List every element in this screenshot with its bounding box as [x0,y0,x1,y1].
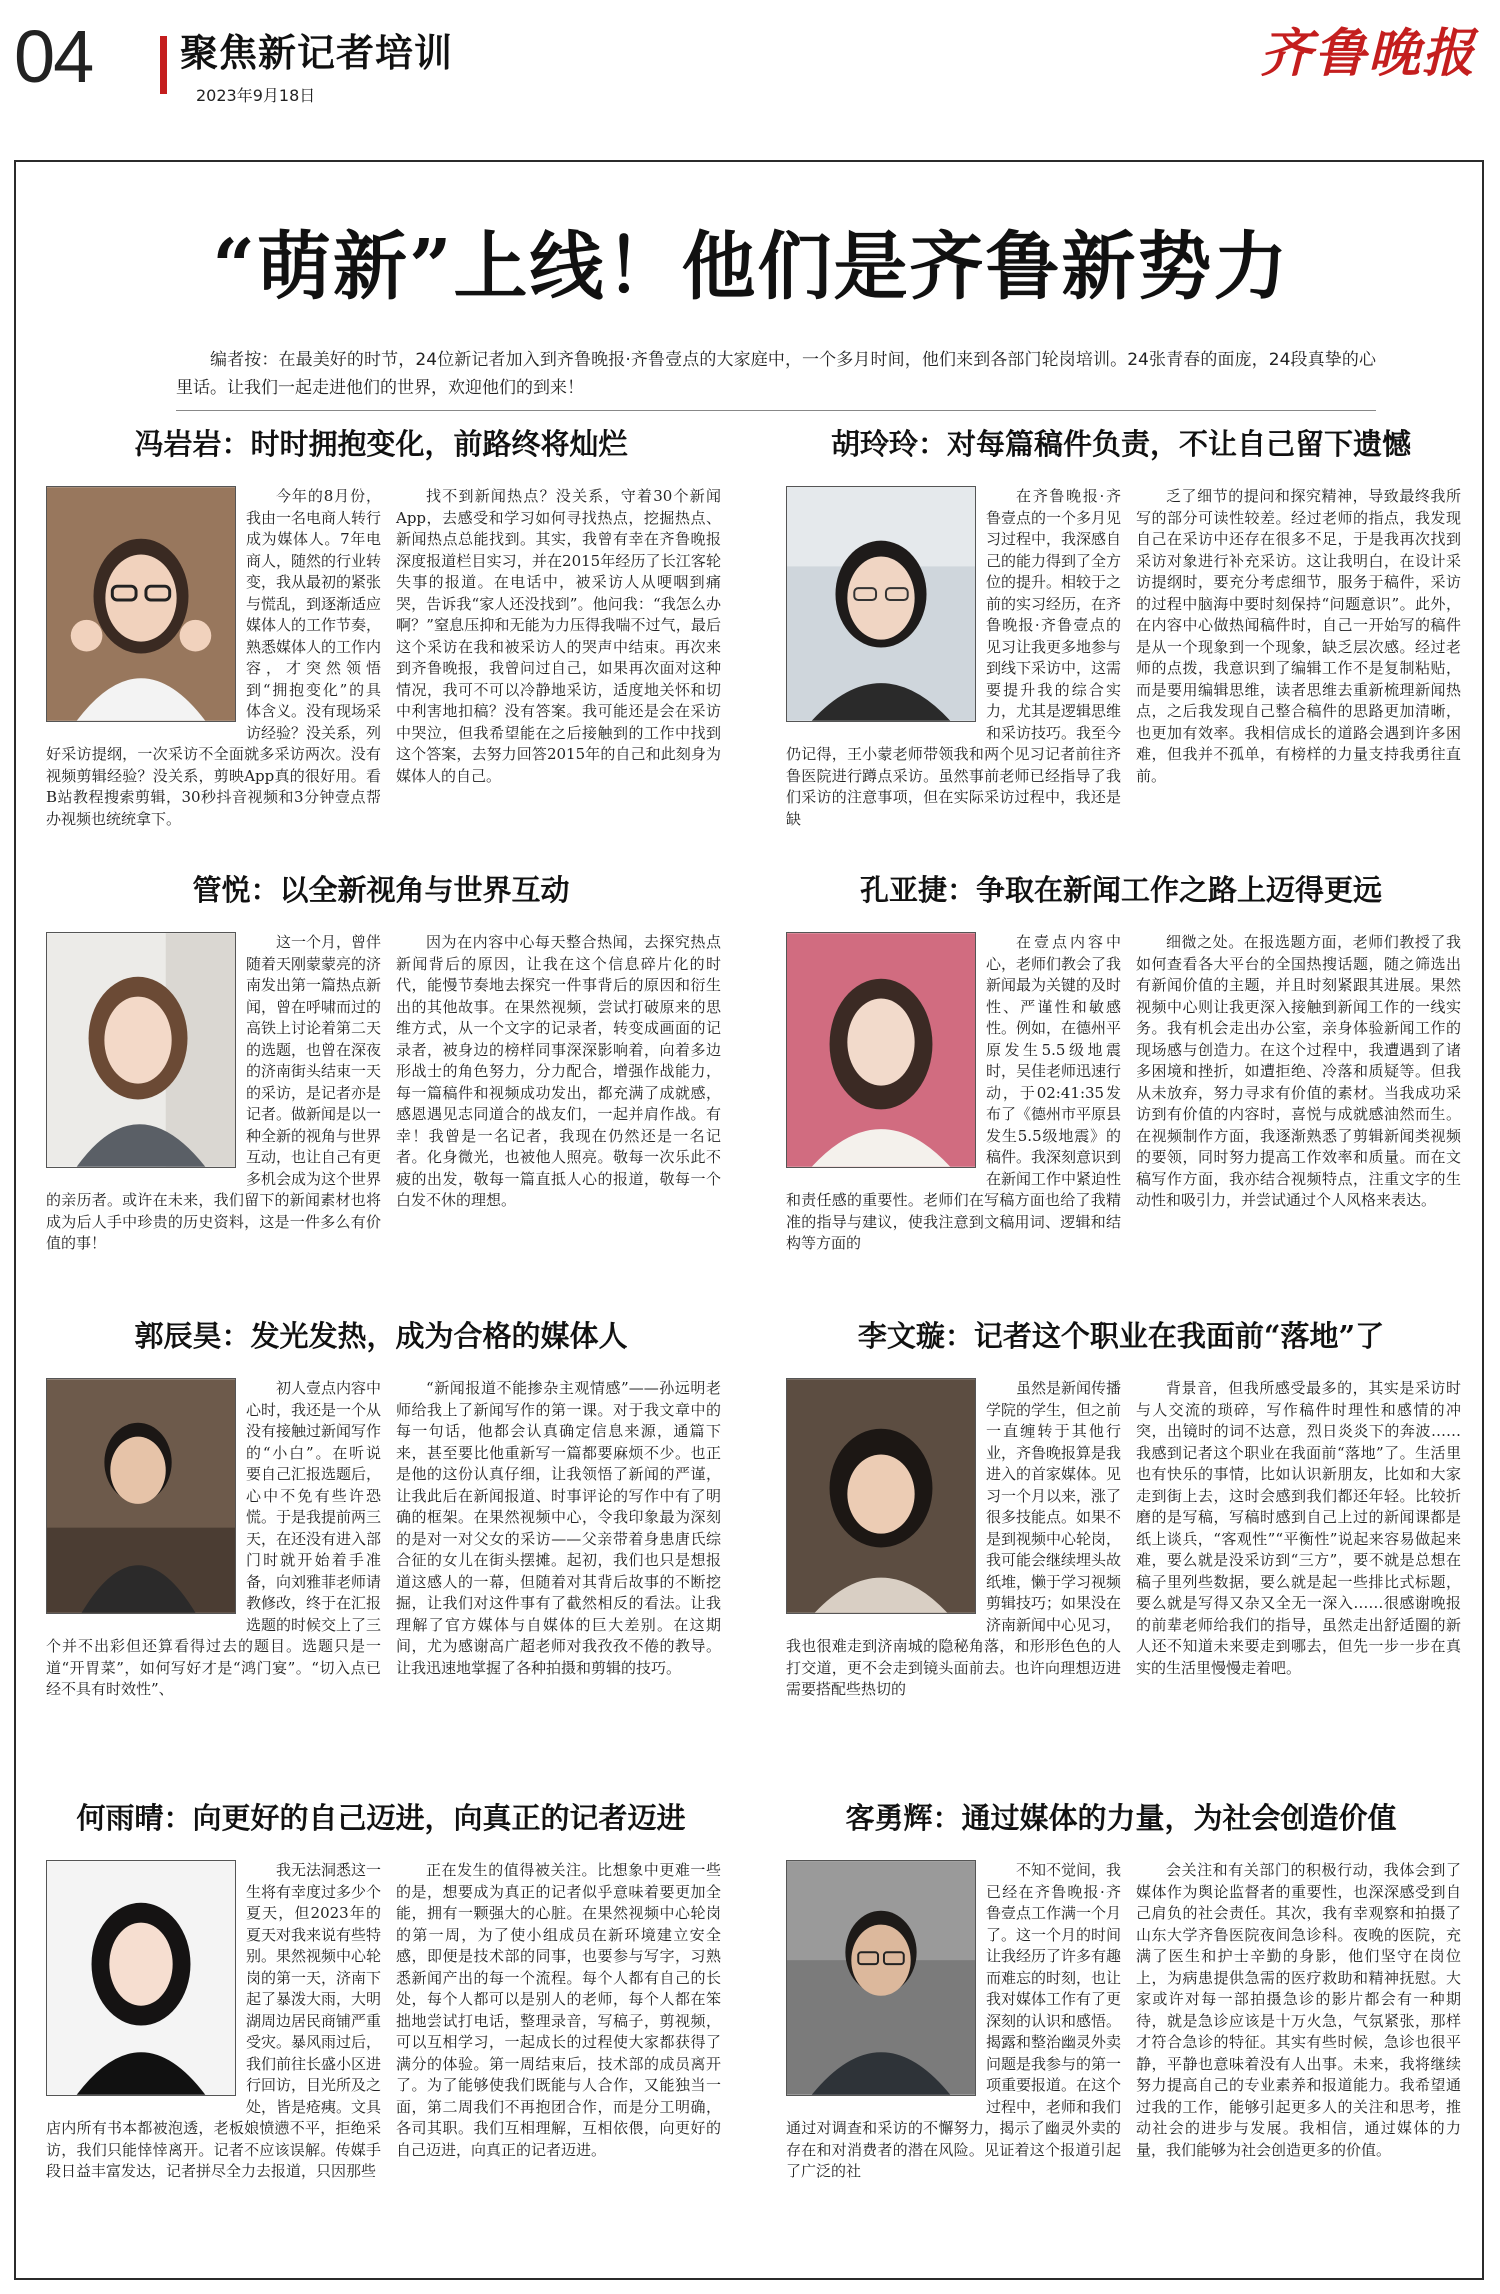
article-kong-yajie [776,870,1466,1290]
page-number: 04 [14,15,93,98]
article-column-right [396,1860,721,2161]
paper-logo: 齐鲁晚报 [1259,23,1476,84]
article-text: 因为在内容中心每天整合热闻，去探究热点新闻背后的原因，让我在这个信息碎片化的时代，能慢节奏地去探究一件事背后的原因和衍生出的其他故事。在果然视频，尝试打破原来的思维方式，从一个文字的记录者，转变成画面的记录者，被身边的榜样同事深深影响着，向着多边形战士的角色努力，分力配合，增强作战能力，每一篇稿件和视频成功发出，都充满了成就感，感恩遇见志同道合的战友们，一起并肩作战。有幸！我曾是一名记者，我现在仍然还是一名记者。化身微光，也被他人照亮。敬每一次乐此不疲的出发，敬每一篇直抵人心的报道，敬每一个白发不休的理想。 [396,933,721,1209]
headline: “萌新”上线！他们是齐鲁新势力 [212,224,1290,310]
article-column-right [396,932,721,1212]
article-text: 找不到新闻热点？没关系，守着30个新闻App，去感受和学习如何寻找热点，挖掘热点、新闻热点总能找到。其实，我曾有幸在齐鲁晚报深度报道栏目实习，并在2015年经历了长江客轮失事的报道。在电话中，被采访人从哽咽到痛哭，告诉我“家人还没找到”。他问我：“我怎么办啊？”窒息压抑和无能为力压得我喘不过气，最后这个采访在我和被采访人的哭声中结束。再次来到齐鲁晚报，我曾问过自己，如果再次面对这种情况，我可不可以冷静地采访，适度地关怀和切中利害地扣稿？没有答案。我可能还是会在采访中哭泣，但我希望能在之后接触到的工作中找到这个答案，去努力回答2015年的自己和此刻身为媒体人的自己。 [396,487,721,785]
masthead-accent-bar [160,36,167,94]
article-column-left [786,486,1121,830]
article-column-left [46,1860,381,2183]
article-title: 冯岩岩：时时拥抱变化，前路终将灿烂 [134,427,628,461]
article-column-left [46,486,381,830]
article-guo-chenhao [36,1316,726,1756]
article-text: 会关注和有关部门的积极行动，我体会到了媒体作为舆论监督者的重要性，也深深感受到自己肩负的社会责任。其次，我有幸观察和拍摄了山东大学齐鲁医院夜间急诊科。夜晚的医院，充满了医生和护士辛勤的身影，他们坚守在岗位上，为病患提供急需的医疗救助和精神抚慰。大家或许对每一部拍摄急诊的影片都会有一种期待，就是急诊应该是十万火急，气氛紧张，那样才符合急诊的特征。其实有些时候，急诊也很平静，平静也意味着没有人出事。未来，我将继续努力提高自己的专业素养和报道能力。我希望通过我的工作，能够引起更多人的关注和思考，推动社会的进步与发展。我相信，通过媒体的力量，我们能够为社会创造更多的价值。 [1136,1861,1461,2159]
article-text: 正在发生的值得被关注。比想象中更难一些的是，想要成为真正的记者似乎意味着要更加全能，拥有一颗强大的心脏。在果然视频中心轮岗的第一周，为了使小组成员在新环境建立安全感，即便是技术部的同事，也要参与写字，习熟悉新闻产出的每一个流程。每个人都有自己的长处，每个人都可以是别人的老师，每个人都在笨拙地尝试打电话，整理录音，写稿子，剪视频，可以互相学习，一起成长的过程使大家都获得了满分的体验。第一周结束后，技术部的成员离开了。为了能够使我们既能与人合作，又能独当一面，第二周我们不再抱团合作，而是分工明确，各司其职。我们互相理解，互相依偎，向更好的自己迈进，向真正的记者迈进。 [396,1861,721,2159]
article-title: 胡玲玲：对每篇稿件负责，不让自己留下遗憾 [830,427,1411,461]
editor-note: 编者按：在最美好的时节，24位新记者加入到齐鲁晚报·齐鲁壹点的大家庭中，一个多月时间，他们来到各部门轮岗培训。24张青春的面庞，24段真挚的心里话。让我们一起走进他们的世界，欢迎他们的到来！ [176,350,1376,398]
article-text: 我无法洞悉这一生将有幸度过多少个夏天，但2023年的夏天对我来说有些特别。果然视频中心轮岗的第一天，济南下起了暴泼大雨，大明湖周边居民商铺严重受灾。暴风雨过后，我们前往长盛小区进行回访，目光所及之处，皆是疮痍。文具店内所有书本都被泡透，老板娘愤懑不平，拒绝采访，我们只能悻悻离开。记者不应该误解。传媒手段日益丰富发达，记者拼尽全力去报道，只因那些 [46,1861,382,2180]
issue-date: 2023年9月18日 [196,86,316,105]
article-column-left [786,1860,1121,2183]
article-column-right [396,1378,721,1679]
article-column-right [1136,486,1461,787]
article-column-left [786,932,1121,1255]
article-column-left [786,1378,1121,1701]
article-guan-yue [36,870,726,1290]
article-column-right [1136,1378,1461,1679]
article-text: 这一个月，曾伴随着天刚蒙蒙亮的济南发出第一篇热点新闻，曾在呼啸而过的高铁上讨论着第二天的选题，也曾在深夜的济南街头结束一天的采访，是记者亦是记者。做新闻是以一种全新的视角与世界互动，也让自己有更多机会成为这个世界的亲历者。或许在未来，我们留下的新闻素材也将成为后人手中珍贵的历史资料，这是一件多么有价值的事！ [46,933,382,1252]
article-text: 初人壹点内容中心时，我还是一个从没有接触过新闻写作的“小白”。在听说要自己汇报选题后，心中不免有些许恐慌。于是我提前两三天，在还没有进入部门时就开始着手准备，向刘雅菲老师请教修改，终于在汇报选题的时候交上了三个并不出彩但还算看得过去的题目。选题只是一道“开胃菜”，如何写好才是“鸿门宴”。“切入点已经不具有时效性”、 [46,1379,382,1698]
article-column-left [46,932,381,1255]
article-he-yuqing [36,1798,726,2258]
article-title: 郭辰昊：发光发热，成为合格的媒体人 [134,1319,628,1353]
article-text: 不知不觉间，我已经在齐鲁晚报·齐鲁壹点工作满一个月了。这一个月的时间让我经历了许多有趣而难忘的时刻，也让我对媒体工作有了更深刻的认识和感悟。揭露和整治幽灵外卖问题是我参与的第一项重要报道。在这个过程中，老师和我们通过对调查和采访的不懈努力，揭示了幽灵外卖的存在和对消费者的潜在风险。见证着这个报道引起了广泛的社 [786,1861,1122,2180]
article-text: 乏了细节的提问和探究精神，导致最终我所写的部分可读性较差。经过老师的指点，我发现自己在采访中还存在很多不足，于是我再次找到采访对象进行补充采访。这让我明白，在设计采访提纲时，要充分考虑细节，服务于稿件，采访的过程中脑海中要时刻保持“问题意识”。此外，在内容中心做热闻稿件时，自己一开始写的稿件是从一个现象到一个现象，缺乏层次感。经过老师的点拨，我意识到了编辑工作不是复制粘贴，而是要用编辑思维，读者思维去重新梳理新闻热点，之后我发现自己整合稿件的思路更加清晰，也更加有效率。我相信成长的道路会遇到许多困难，但我并不孤单，有榜样的力量支持我勇往直前。 [1136,487,1461,785]
article-text: 今年的8月份，我由一名电商人转行成为媒体人。7年电商人，随然的行业转变，我从最初的紧张与慌乱，到逐渐适应媒体人的工作节奏，熟悉媒体人的工作内容，才突然领悟到“拥抱变化”的具体含义。没有现场采访经验？没关系，列好采访提纲，一次采访不全面就多采访两次。没有视频剪辑经验？没关系，剪映App真的很好用。看B站教程搜索剪辑，30秒抖音视频和3分钟壹点帮办视频也统统拿下。 [46,487,382,828]
article-column-left [46,1378,381,1701]
masthead [0,0,1500,120]
article-title: 何雨晴：向更好的自己迈进，向真正的记者迈进 [76,1801,686,1835]
article-li-wenxuan [776,1316,1466,1756]
article-feng-yanyan [36,424,726,844]
article-column-right [1136,932,1461,1212]
divider [176,410,1376,411]
article-hu-lingling [776,424,1466,844]
article-title: 客勇辉：通过媒体的力量，为社会创造价值 [845,1801,1397,1835]
article-text: 在齐鲁晚报·齐鲁壹点的一个多月见习过程中，我深感自己的能力得到了全方位的提升。相较于之前的实习经历，在齐鲁晚报·齐鲁壹点的见习让我更多地参与到线下采访中，这需要提升我的综合实力，尤其是逻辑思维和采访技巧。我至今仍记得，王小蒙老师带领我和两个见习记者前往齐鲁医院进行蹲点采访。虽然事前老师已经指导了我们采访的注意事项，但在实际采访过程中，我还是缺 [786,487,1122,828]
article-title: 李文璇：记者这个职业在我面前“落地”了 [857,1319,1385,1353]
article-text: 背景音，但我所感受最多的，其实是采访时与人交流的琐碎，写作稿件时理性和感情的冲突，出镜时的词不达意，烈日炎炎下的奔波……我感到记者这个职业在我面前“落地”了。生活里也有快乐的事情，比如认识新朋友，比如和大家走到街上去，这时会感到我们都还年轻。比较折磨的是写稿，写稿时感到自己上过的新闻课都是纸上谈兵，“客观性”“平衡性”说起来容易做起来难，要么就是没采访到“三方”，要不就是总想在稿子里列些数据，要么就是起一些排比式标题，要么就是写得又杂又全无一深入……很感谢晚报的前辈老师给我们的指导，虽然走出舒适圈的新人还不知道未来要走到哪去，但先一步一步在真实的生活里慢慢走着吧。 [1136,1379,1461,1677]
article-title: 孔亚捷：争取在新闻工作之路上迈得更远 [859,873,1382,907]
article-ke-yonghui [776,1798,1466,2258]
article-text: 在壹点内容中心，老师们教会了我新闻最为关键的及时性、严谨性和敏感性。例如，在德州平原发生5.5级地震时，吴佳老师迅速行动，于02:41:35发布了《德州市平原县发生5.5级地震》的稿件。我深刻意识到在新闻工作中紧迫性和责任感的重要性。老师们在写稿方面也给了我精准的指导与建议，使我注意到文稿用词、逻辑和结构等方面的 [786,933,1122,1252]
article-text: “新闻报道不能掺杂主观情感”——孙远明老师给我上了新闻写作的第一课。对于我文章中的每一句话，他都会认真确定信息来源，通篇下来，甚至要比他重新写一篇都要麻烦不少。也正是他的这份认真仔细，让我领悟了新闻的严谨，让我此后在新闻报道、时事评论的写作中有了明确的框架。在果然视频中心，令我印象最为深刻的是对一对父女的采访——父亲带着身患唐氏综合征的女儿在街头摆摊。起初，我们也只是想报道这感人的一幕，但随着对其背后故事的不断挖掘，让我们对这件事有了截然相反的看法。让我理解了官方媒体与自媒体的巨大差别。在这期间，尤为感谢高广超老师对我孜孜不倦的教导。让我迅速地掌握了各种拍摄和剪辑的技巧。 [396,1379,721,1677]
article-column-right [1136,1860,1461,2161]
section-title: 聚焦新记者培训 [180,31,454,75]
article-column-right [396,486,721,787]
article-text: 虽然是新闻传播学院的学生，但之前一直缠转于其他行业，齐鲁晚报算是我进入的首家媒体。见习一个月以来，涨了很多技能点。如果不是到视频中心轮岗，我可能会继续埋头故纸堆，懒于学习视频剪辑技巧；如果没在济南新闻中心见习，我也很难走到济南城的隐秘角落，和形形色色的人打交道，更不会走到镜头面前去。也许向理想迈进需要搭配些热切的 [786,1379,1122,1698]
feature-frame [14,160,1484,2280]
article-title: 管悦：以全新视角与世界互动 [192,873,570,907]
article-text: 细微之处。在报选题方面，老师们教授了我如何查看各大平台的全国热搜话题，随之筛选出有新闻价值的主题，并且时刻紧跟其进展。果然视频中心则让我更深入接触到新闻工作的一线实务。我有机会走出办公室，亲身体验新闻工作的现场感与创造力。在这个过程中，我遭遇到了诸多困境和挫折，如遭拒绝、冷落和质疑等。但我从未放弃，努力寻求有价值的素材。当我成功采访到有价值的内容时，喜悦与成就感油然而生。在视频制作方面，我逐渐熟悉了剪辑新闻类视频的要领，同时努力提高工作效率和质量。而在文稿写作方面，我亦结合视频特点，注重文字的生动性和吸引力，并尝试通过个人风格来表达。 [1136,933,1461,1209]
